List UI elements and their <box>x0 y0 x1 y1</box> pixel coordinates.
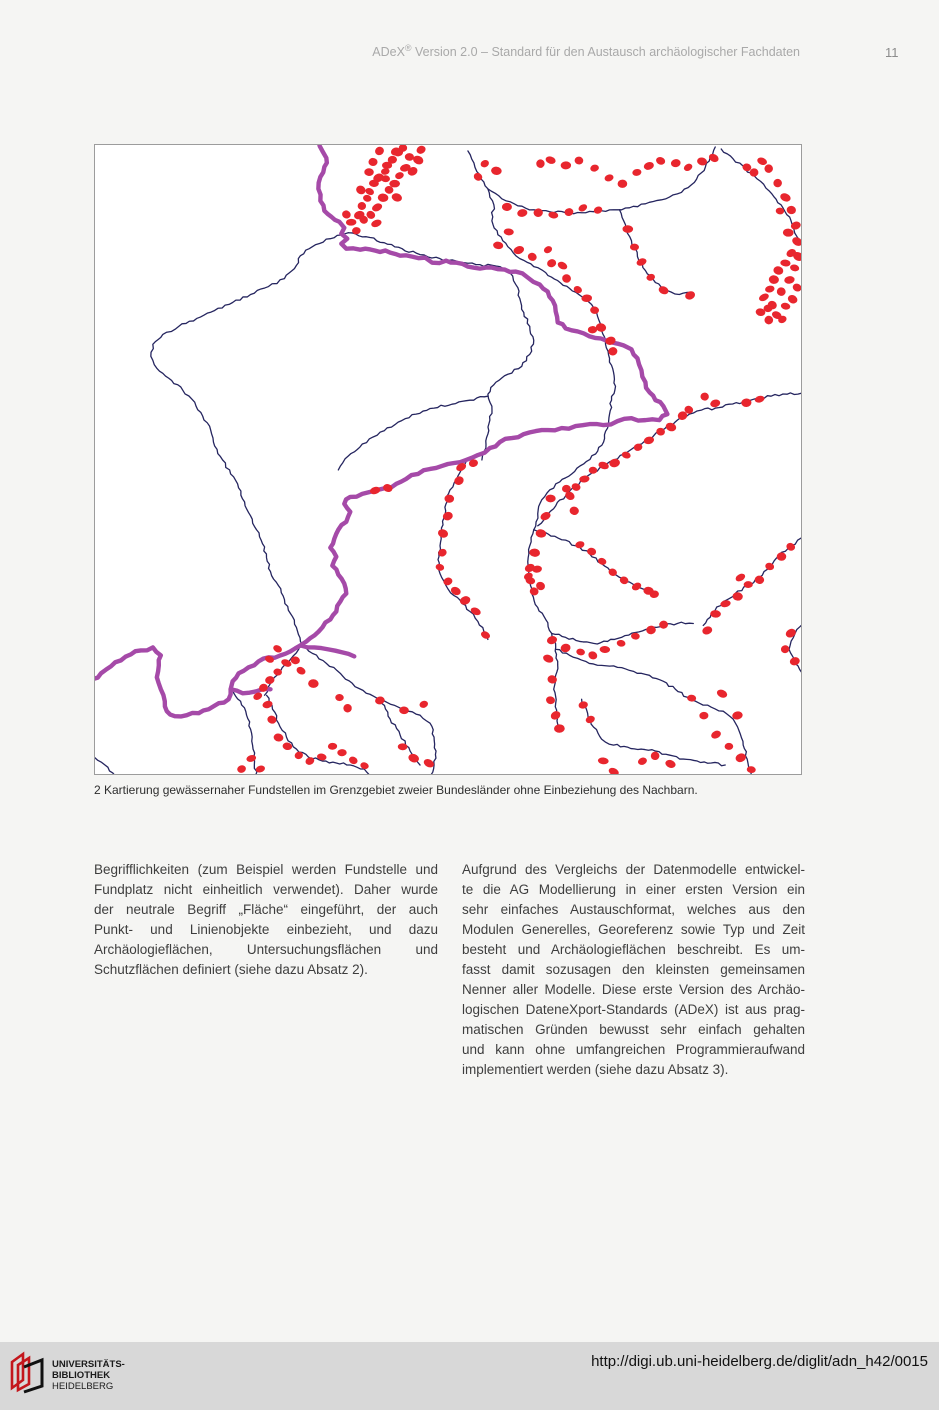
site-dot <box>527 251 539 262</box>
digitization-footer <box>0 1342 939 1410</box>
registered-mark: ® <box>404 43 412 53</box>
site-dot <box>364 168 374 176</box>
site-layer <box>236 145 801 774</box>
site-dot <box>707 152 720 164</box>
site-dot <box>791 282 801 293</box>
site-dot <box>779 192 792 203</box>
site-dot <box>595 322 607 332</box>
site-dot <box>630 243 639 250</box>
site-dot <box>710 729 722 740</box>
site-dot <box>574 540 585 549</box>
site-dot <box>604 173 615 182</box>
body-line: Begrifflichkeiten (zum Beispiel werden Fundstelle und <box>94 862 438 877</box>
site-dot <box>643 161 655 171</box>
site-dot <box>621 451 632 460</box>
site-dot <box>561 273 572 284</box>
site-dot <box>577 203 588 213</box>
site-dot <box>725 743 734 750</box>
site-dot <box>772 178 782 188</box>
site-dot <box>637 756 648 766</box>
river-line <box>789 619 801 679</box>
site-dot <box>341 209 352 220</box>
site-dot <box>355 184 367 196</box>
body-line: sehr einfaches Austauschformat, welches aus den <box>462 902 805 917</box>
site-dot <box>459 595 472 606</box>
page-url: http://digi.ub.uni-heidelberg.de/diglit/adn_h42/0015 <box>591 1353 928 1370</box>
site-dot <box>646 625 657 635</box>
body-line: Nenner aller Modelle. Diese erste Version des Archäo- <box>462 982 805 997</box>
site-dot <box>589 164 599 173</box>
body-line: besteht und Archäologieflächen beschreibt. Es um- <box>462 942 805 957</box>
site-dot <box>699 712 708 720</box>
river-line <box>348 233 533 460</box>
border-layer <box>95 145 667 716</box>
body-line: Fundplatz nicht einheitlich verwendet). Daher wurde <box>94 882 438 897</box>
body-line: Schutzflächen definiert (siehe dazu Absatz 2). <box>94 962 368 977</box>
site-dot <box>700 392 710 401</box>
site-dot <box>262 700 274 710</box>
site-dot <box>659 620 668 628</box>
site-dot <box>564 207 574 217</box>
site-dot <box>655 156 666 166</box>
site-dot <box>734 752 747 764</box>
site-dot <box>574 156 583 165</box>
site-dot <box>546 258 557 268</box>
site-dot <box>437 528 449 539</box>
site-dot <box>246 754 257 763</box>
site-dot <box>754 395 765 404</box>
site-dot <box>405 153 415 161</box>
river-line <box>95 755 117 774</box>
library-name-line: UNIVERSITÄTS- <box>52 1359 125 1370</box>
site-dot <box>374 145 386 157</box>
site-dot <box>545 155 557 165</box>
site-dot <box>764 315 774 325</box>
site-dot <box>572 285 583 295</box>
site-dot <box>453 475 465 487</box>
site-dot <box>657 285 669 296</box>
site-dot <box>389 180 400 188</box>
site-dot <box>450 585 462 596</box>
site-dot <box>650 751 660 761</box>
running-head <box>372 45 800 59</box>
body-line: implementiert werden (siehe dazu Absatz 3). <box>462 1062 729 1077</box>
library-logo-icon <box>9 1350 45 1394</box>
body-line: Modulen Generelles, Georeferenz sowie Typ und Zeit <box>462 922 805 937</box>
site-dot <box>786 293 798 305</box>
river-line <box>233 689 257 774</box>
site-dot <box>670 158 681 168</box>
site-dot <box>502 203 512 211</box>
site-dot <box>556 260 568 271</box>
site-dot <box>701 625 713 636</box>
site-dot <box>720 599 732 608</box>
logo-black-frame <box>24 1360 42 1392</box>
site-dot <box>622 225 633 233</box>
river-line <box>267 695 377 774</box>
site-dot <box>616 639 626 647</box>
site-dot <box>632 168 642 176</box>
body-line: te die AG Modellierung in einer ersten Version ein <box>462 882 805 897</box>
site-dot <box>266 715 277 725</box>
site-dot <box>776 287 786 297</box>
site-dot <box>328 743 337 750</box>
site-dot <box>664 758 676 769</box>
body-line: Archäologieflächen, Untersuchungsflächen und <box>94 942 438 957</box>
site-dot <box>358 202 367 210</box>
site-dot <box>585 715 596 725</box>
running-head-prefix: ADeX <box>372 45 405 59</box>
right-column <box>462 860 805 1080</box>
site-dot <box>304 756 315 767</box>
page-number: 11 <box>885 45 899 60</box>
site-dot <box>470 606 482 617</box>
site-dot <box>590 306 600 315</box>
river-line <box>151 233 436 774</box>
site-dot <box>716 688 729 699</box>
library-name <box>52 1359 125 1392</box>
site-dot <box>608 766 620 774</box>
site-dot <box>491 166 503 175</box>
map-frame <box>94 144 802 775</box>
site-dot <box>335 694 344 701</box>
site-dot <box>732 592 743 601</box>
site-dot <box>764 285 775 293</box>
site-dot <box>516 208 528 218</box>
site-dot <box>377 193 388 202</box>
site-dot <box>418 700 429 709</box>
site-dot <box>236 764 247 774</box>
site-dot <box>342 702 353 713</box>
site-dot <box>756 156 768 166</box>
site-dot <box>371 202 384 213</box>
site-dot <box>561 161 572 169</box>
site-dot <box>545 696 555 705</box>
body-line: Punkt- und Linienobjekte einbezieht, und dazu <box>94 922 438 937</box>
left-column <box>94 860 438 980</box>
site-dot <box>569 506 580 516</box>
site-dot <box>535 158 545 168</box>
site-dot <box>545 495 555 503</box>
site-dot <box>768 275 779 285</box>
site-dot <box>264 675 275 684</box>
site-dot <box>709 398 721 408</box>
site-dot <box>784 627 797 639</box>
site-dot <box>734 572 746 583</box>
site-dot <box>784 275 795 284</box>
site-dot <box>294 750 305 760</box>
site-dot <box>576 648 586 656</box>
site-dot <box>479 159 490 169</box>
site-dot <box>394 171 405 180</box>
river-layer <box>95 147 801 774</box>
site-dot <box>746 766 756 774</box>
site-dot <box>543 245 554 255</box>
site-dot <box>593 205 604 215</box>
site-dot <box>710 610 721 618</box>
site-dot <box>549 709 562 721</box>
river-line <box>538 392 801 526</box>
site-dot <box>554 724 565 733</box>
body-line: matischen Gründen bewusst sehr einfach gehalten <box>462 1022 805 1037</box>
library-name-line: BIBLIOTHEK <box>52 1370 111 1381</box>
site-dot <box>348 755 359 765</box>
site-dot <box>337 749 347 756</box>
river-line <box>620 210 692 295</box>
site-dot <box>758 292 770 303</box>
site-dot <box>442 576 453 586</box>
site-dot <box>597 557 607 566</box>
site-dot <box>542 653 555 664</box>
site-dot <box>308 679 319 688</box>
site-dot <box>480 630 492 641</box>
site-dot <box>587 650 599 661</box>
site-dot <box>346 219 357 226</box>
body-line: logischen DateneXport-Standards (ADeX) ist aus prag- <box>462 1002 805 1017</box>
body-line: Aufgrund des Vergleichs der Datenmodelle entwickel- <box>462 862 805 877</box>
site-dot <box>581 294 592 302</box>
site-dot <box>791 236 801 248</box>
site-dot <box>780 645 790 654</box>
site-map <box>95 145 801 774</box>
site-dot <box>783 228 794 237</box>
site-dot <box>609 458 621 468</box>
site-dot <box>578 701 589 710</box>
site-dot <box>683 162 694 172</box>
site-dot <box>780 302 791 310</box>
site-dot <box>535 529 547 539</box>
site-dot <box>789 264 800 273</box>
site-dot <box>415 145 427 155</box>
site-dot <box>772 265 784 276</box>
site-dot <box>665 421 678 432</box>
site-dot <box>391 192 404 203</box>
site-dot <box>588 467 597 475</box>
body-line: und kann ohne umfangreichen Programmieraufwand <box>462 1042 805 1057</box>
running-head-title: Version 2.0 – Standard für den Austausch archäologischer Fachdaten <box>411 45 800 59</box>
site-dot <box>619 575 630 585</box>
site-dot <box>741 398 752 407</box>
site-dot <box>273 733 284 743</box>
site-dot <box>598 757 609 765</box>
site-dot <box>586 547 596 556</box>
site-dot <box>493 241 504 250</box>
site-dot <box>529 548 541 557</box>
site-dot <box>599 646 610 653</box>
site-dot <box>362 194 372 203</box>
site-dot <box>754 575 765 585</box>
body-line: der neutrale Begriff „Fläche“ eingeführt, der auch <box>94 902 438 917</box>
site-dot <box>636 257 648 267</box>
site-dot <box>786 205 796 215</box>
site-dot <box>780 259 791 267</box>
site-dot <box>444 494 454 503</box>
body-line: fasst damit sozusagen den kleinsten gemeinsamen <box>462 962 805 977</box>
site-dot <box>295 665 307 676</box>
site-dot <box>631 581 643 592</box>
site-dot <box>435 563 445 572</box>
site-dot <box>789 656 801 666</box>
figure-caption: 2 Kartierung gewässernaher Fundstellen im Grenzgebiet zweier Bundesländer ohne Einbeziehung des Nachbarn. <box>94 783 698 797</box>
library-name-line: HEIDELBERG <box>52 1381 114 1392</box>
site-dot <box>684 290 696 301</box>
site-dot <box>503 228 514 236</box>
site-dot <box>777 552 787 561</box>
site-dot <box>370 218 382 228</box>
site-dot <box>368 158 378 166</box>
site-dot <box>618 180 628 188</box>
site-dot <box>546 635 558 646</box>
site-dot <box>272 644 283 654</box>
